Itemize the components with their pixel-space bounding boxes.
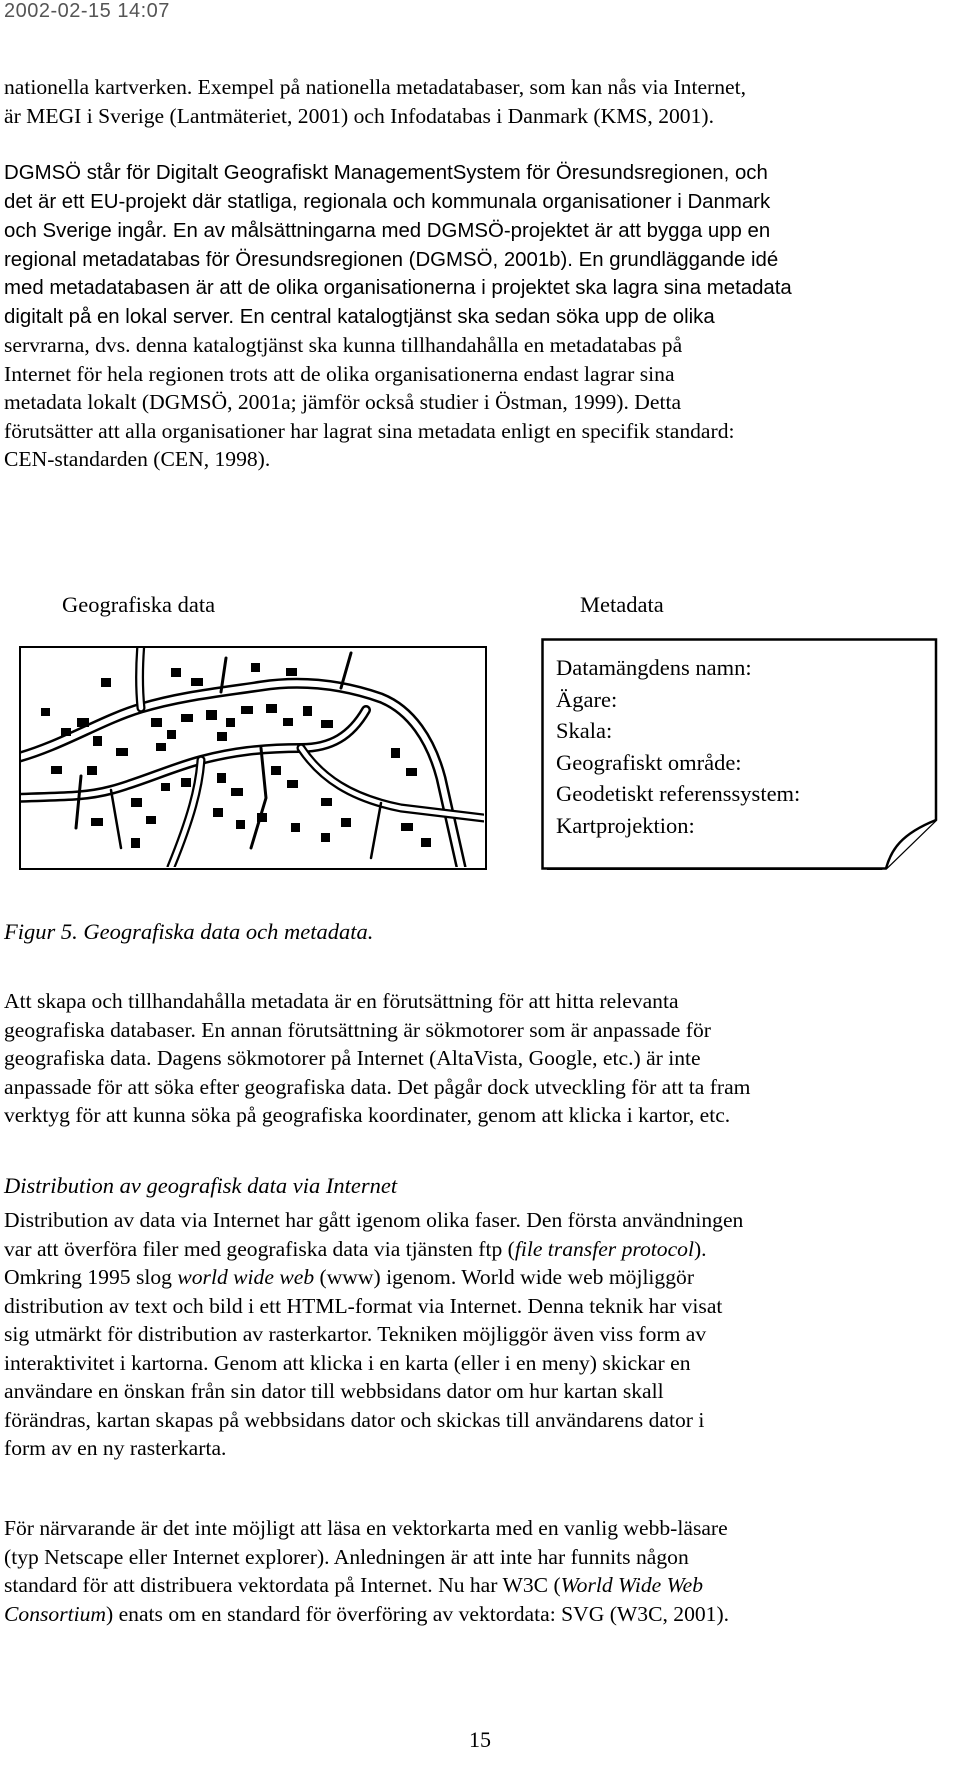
text-line: För närvarande är det inte möjligt att läsa en vektorkarta med en vanlig webb-läsare bbox=[4, 1516, 728, 1540]
paragraph-distribution bbox=[4, 1206, 956, 1463]
metadata-field: Kartprojektion: bbox=[556, 812, 695, 838]
text-segment: och Sverige ingår. bbox=[4, 220, 168, 242]
text-line: digitalt på en lokal server. En central katalogtjänst ska sedan söka upp de olika bbox=[4, 305, 715, 328]
emphasis-consortium: Consortium bbox=[4, 1601, 106, 1626]
text-line: geografiska data. Dagens sökmotorer på Internet (AltaVista, Google, etc.) är inte bbox=[4, 1046, 701, 1070]
paragraph-dgmso bbox=[4, 159, 956, 474]
section-heading: Distribution av geografisk data via Internet bbox=[4, 1173, 398, 1198]
metadata-field: Skala: bbox=[556, 718, 613, 743]
text-line bbox=[4, 1571, 956, 1600]
text-segment: ) enats om en standard för överföring av vektordata: SVG (W3C, 2001). bbox=[106, 1601, 730, 1626]
text-line bbox=[4, 1235, 956, 1264]
page-number: 15 bbox=[469, 1727, 491, 1752]
emphasis-www: world wide web bbox=[177, 1265, 315, 1289]
text-line: användare en önskan från sin dator till webbsidans dator om hur kartan skall bbox=[4, 1379, 664, 1403]
text-line: DGMSÖ står för Digitalt Geografiskt ManagementSystem för Öresundsregionen, och bbox=[4, 162, 768, 184]
figure-label-metadata: Metadata bbox=[580, 592, 664, 617]
paragraph-vector-maps bbox=[4, 1514, 956, 1628]
text-line: är MEGI i Sverige (Lantmäteriet, 2001) och Infodatabas i Danmark (KMS, 2001). bbox=[4, 103, 714, 128]
text-line: med metadatabasen är att de olika organisationerna i projektet ska lagra sina metadata bbox=[4, 277, 792, 299]
text-line: Att skapa och tillhandahålla metadata är en förutsättning för att hitta relevanta bbox=[4, 989, 679, 1013]
paragraph-metadatabases bbox=[4, 73, 956, 130]
text-line: anpassade för att söka efter geografiska data. Det pågår dock utveckling för att ta fram bbox=[4, 1074, 751, 1099]
text-line bbox=[4, 1263, 956, 1292]
text-line: nationella kartverken. Exempel på nationella metadatabaser, som kan nås via Internet, bbox=[4, 75, 747, 99]
paragraph-search-engines bbox=[4, 987, 956, 1130]
text-segment: var att överföra filer med geografiska data via tjänsten ftp ( bbox=[4, 1236, 515, 1261]
text-line: Distribution av data via Internet har gått igenom olika faser. Den första användningen bbox=[4, 1208, 744, 1232]
timestamp: 2002-02-15 14:07 bbox=[4, 0, 170, 22]
text-line: form av en ny rasterkarta. bbox=[4, 1436, 227, 1460]
metadata-field: Ägare: bbox=[556, 686, 618, 712]
text-segment: ). bbox=[693, 1236, 707, 1261]
map-drawing bbox=[21, 648, 484, 867]
text-line bbox=[4, 216, 956, 246]
text-line: CEN-standarden (CEN, 1998). bbox=[4, 447, 271, 471]
text-line: det är ett EU-projekt där statliga, regionala och kommunala organisationer i Danmark bbox=[4, 190, 771, 213]
text-line: metadata lokalt (DGMSÖ, 2001a; jämför också studier i Östman, 1999). Detta bbox=[4, 390, 682, 414]
metadata-field: Geografiskt område: bbox=[556, 749, 742, 775]
map-illustration bbox=[19, 646, 487, 870]
emphasis-w3c: World Wide Web bbox=[560, 1573, 704, 1597]
text-line: distribution av text och bild i ett HTML-format via Internet. Denna teknik har visat bbox=[4, 1293, 723, 1318]
text-line: sig utmärkt för distribution av rasterkartor. Tekniken möjliggör även viss form av bbox=[4, 1322, 707, 1346]
figure-caption: Figur 5. Geografiska data och metadata. bbox=[4, 919, 374, 944]
text-segment: standard för att distribuera vektordata på Internet. Nu har W3C ( bbox=[4, 1573, 561, 1597]
text-line: geografiska databaser. En annan förutsättning är sökmotorer som är anpassade för bbox=[4, 1017, 711, 1042]
text-line: verktyg för att kunna söka på geografiska koordinater, genom att klicka i kartor, etc. bbox=[4, 1103, 731, 1127]
text-line: regional metadatabas för Öresundsregionen (DGMSÖ, 2001b). En grundläggande idé bbox=[4, 248, 779, 271]
text-line: interaktivitet i kartorna. Genom att klicka i en karta (eller i en meny) skickar en bbox=[4, 1350, 691, 1375]
emphasis-ftp: file transfer protocol bbox=[514, 1236, 694, 1261]
text-line: Internet för hela regionen trots att de olika organisationerna endast lagrar sina bbox=[4, 361, 675, 386]
text-line: servrarna, dvs. denna katalogtjänst ska kunna tillhandahålla en metadatabas på bbox=[4, 333, 683, 357]
text-segment: En av målsättningarna med DGMSÖ-projektet är att bygga upp en bbox=[167, 220, 771, 242]
text-segment: Omkring 1995 slog bbox=[4, 1265, 178, 1289]
text-line: (typ Netscape eller Internet explorer). Anledningen är att inte har funnits någon bbox=[4, 1544, 689, 1569]
text-line: förutsätter att alla organisationer har lagrat sina metadata enligt en specifik standard: bbox=[4, 418, 735, 443]
metadata-field-list bbox=[556, 652, 800, 841]
text-line: förändras, kartan skapas på webbsidans dator och skickas till användarens dator i bbox=[4, 1407, 705, 1432]
text-segment: (www) igenom. World wide web möjliggör bbox=[314, 1265, 695, 1289]
metadata-field: Geodetiskt referenssystem: bbox=[556, 781, 801, 806]
text-line bbox=[4, 1600, 956, 1629]
metadata-field: Datamängdens namn: bbox=[556, 655, 752, 680]
figure-label-geographic-data: Geografiska data bbox=[62, 592, 216, 617]
